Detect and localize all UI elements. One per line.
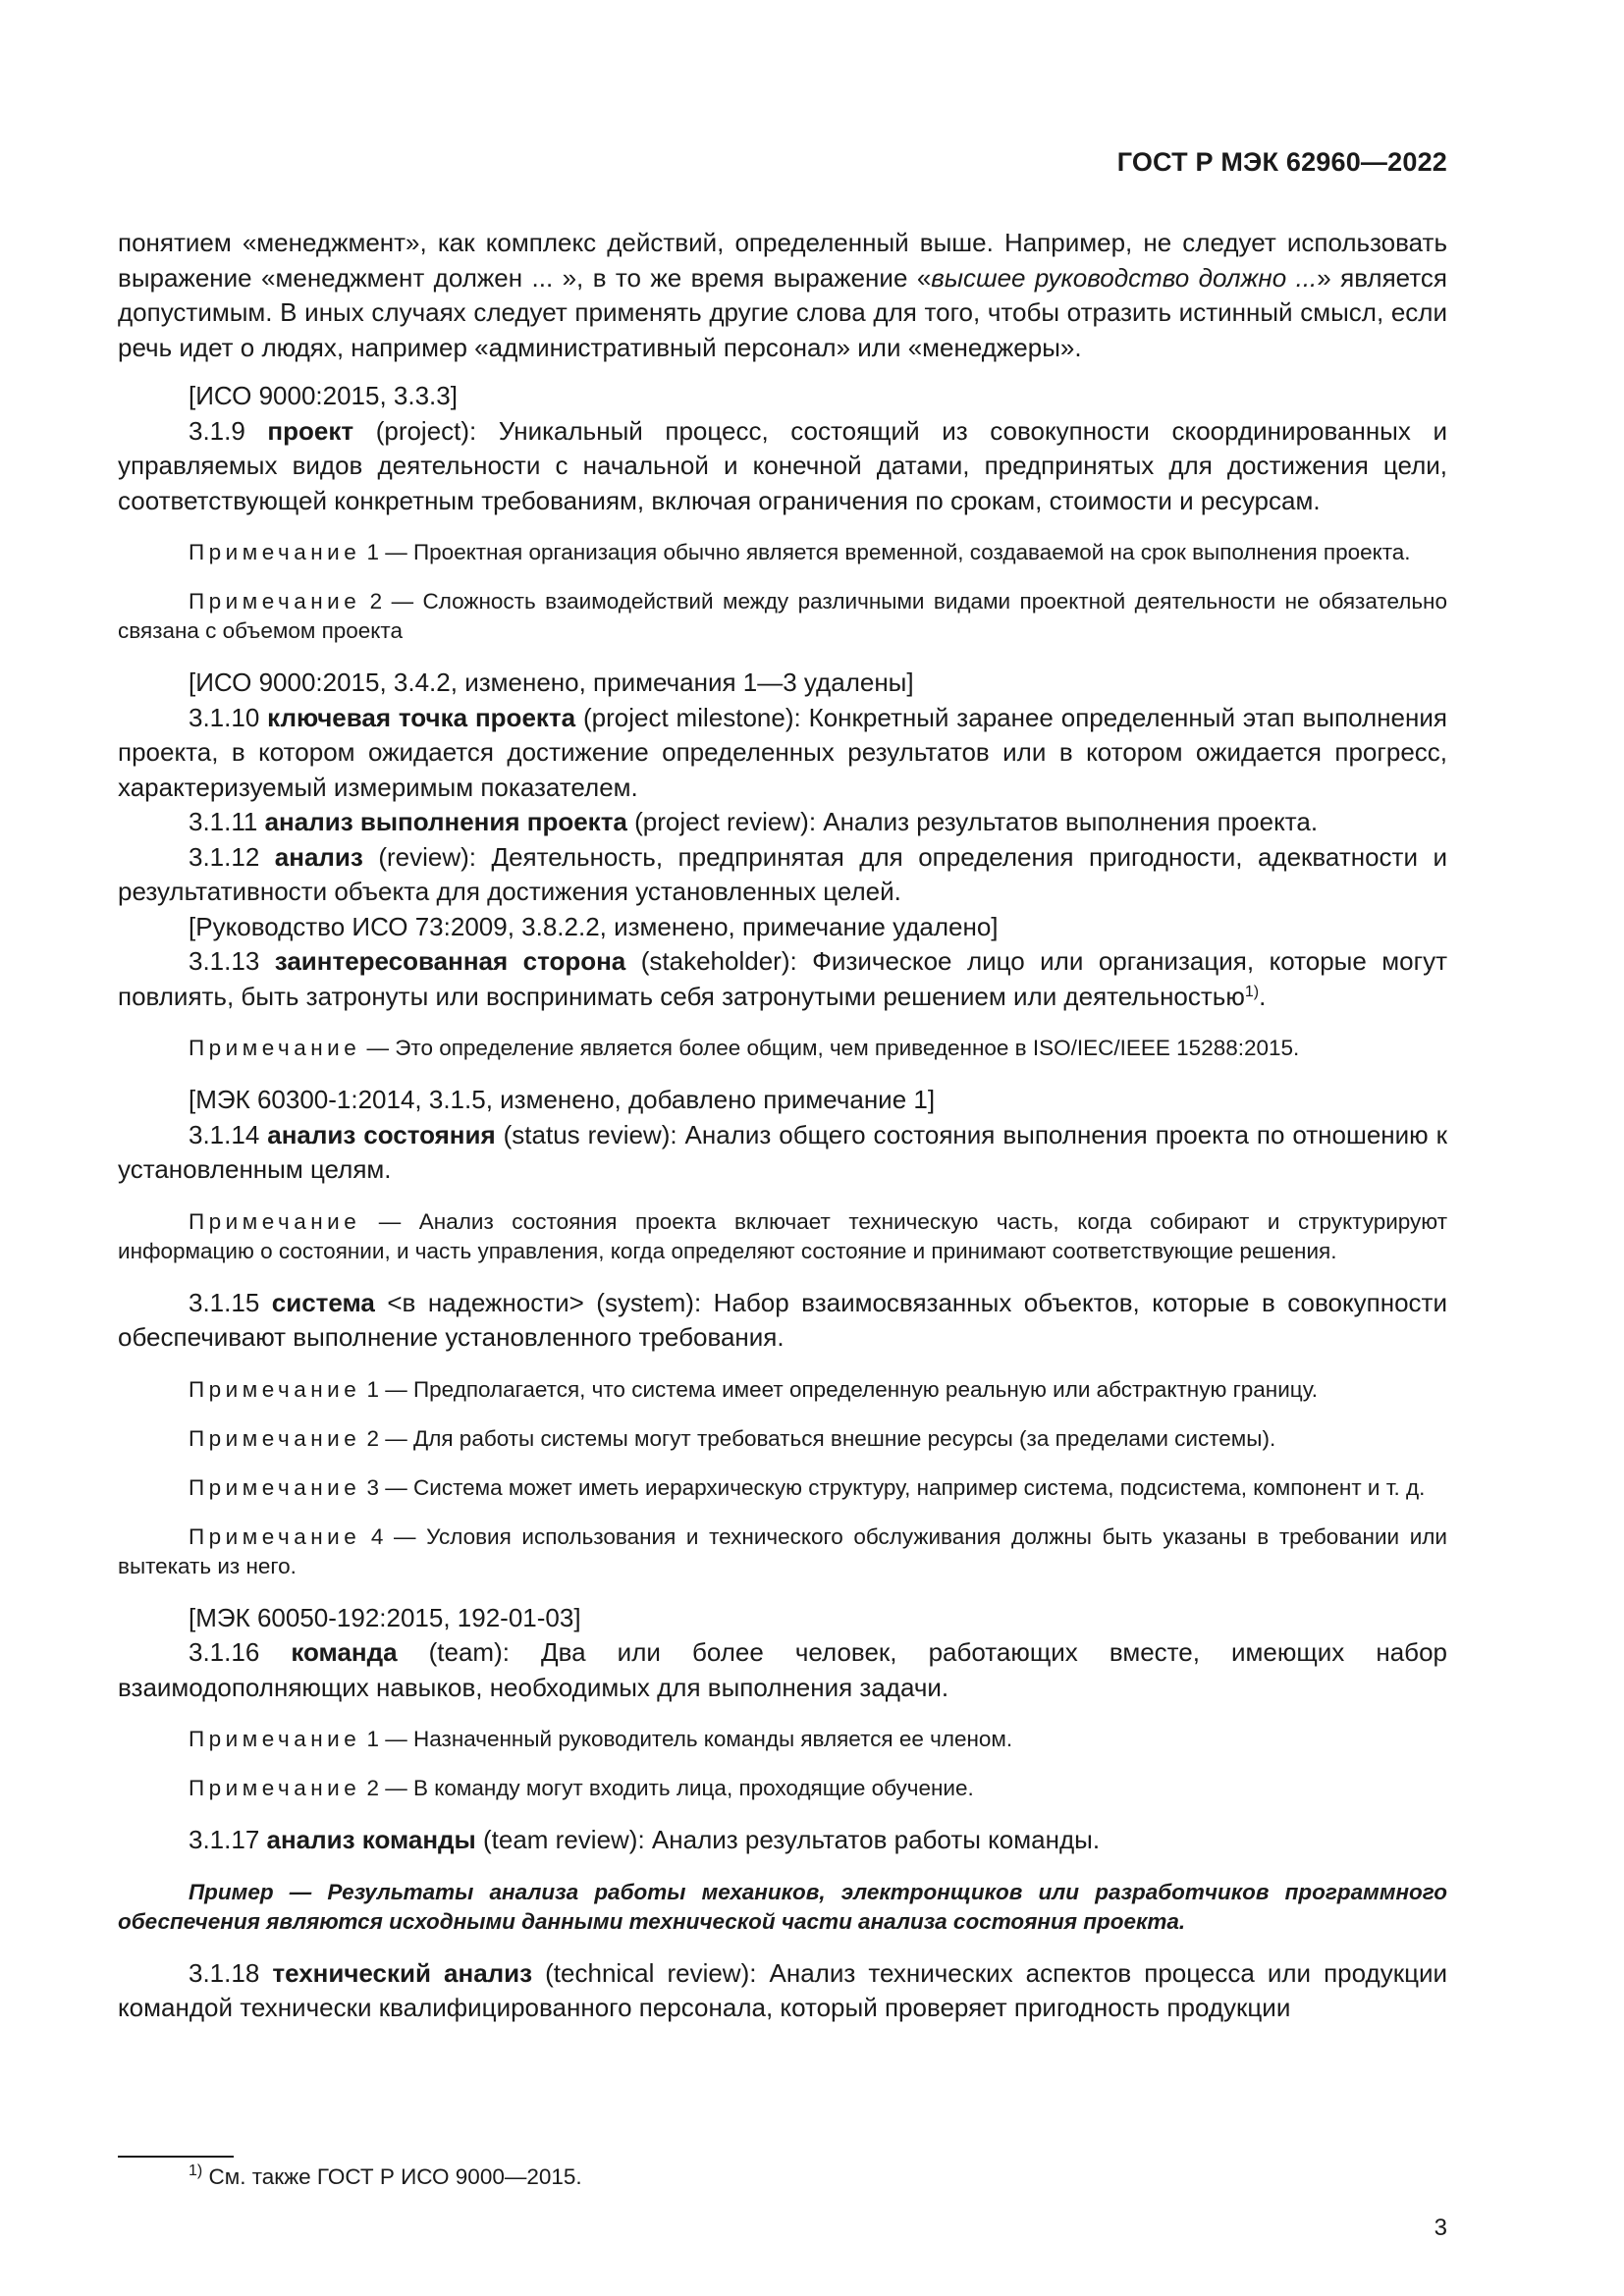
note: [118, 1774, 1447, 1803]
term-name: ключевая точка проекта: [267, 702, 576, 732]
text-run: » является допустимым. В иных случаях следует применять другие слова для того, чтобы отразить истинный смысл, если речь идет о людях, например «административный персонал» или «менеджеры».: [118, 262, 1447, 362]
note-label: Примечание: [189, 540, 361, 564]
term-number: 3.1.9: [189, 415, 268, 446]
term-number: 3.1.18: [189, 1957, 273, 1988]
term-number: 3.1.10: [189, 702, 268, 732]
term-entry-3-1-17: [118, 1823, 1447, 1858]
term-number: 3.1.12: [189, 841, 275, 872]
note: [118, 1375, 1447, 1405]
term-name: анализ выполнения проекта: [264, 807, 627, 836]
note-text: 4 — Условия использования и технического обслуживания должны быть указаны в требовании или вытекать из него.: [118, 1523, 1447, 1578]
note: [118, 1725, 1447, 1754]
note-label: Примечание: [189, 1376, 361, 1402]
note-text: 3 — Система может иметь иерархическую структуру, например система, подсистема, компонент и т. д.: [360, 1474, 1426, 1500]
note-label: Примечание: [189, 1425, 361, 1451]
term-definition: (technical review): Анализ технических аспектов процесса или продукции командой технически квалифицированного персонала, который проверяет пригодность продукции: [118, 1957, 1448, 2022]
term-number: 3.1.17: [189, 1825, 267, 1854]
text-run: .: [1259, 981, 1267, 1011]
term-number: 3.1.13: [189, 946, 275, 976]
source-reference: [МЭК 60050-192:2015, 192-01-03]: [189, 1602, 581, 1632]
source-reference: [Руководство ИСО 73:2009, 3.8.2.2, изменено, примечание удалено]: [189, 911, 999, 941]
note-text: 2 — Для работы системы могут требоваться внешние ресурсы (за пределами системы).: [360, 1425, 1276, 1451]
term-name: заинтересованная сторона: [274, 946, 626, 976]
term-name: система: [271, 1287, 375, 1317]
term-number: 3.1.11: [189, 807, 265, 836]
note-text: 1 — Назначенный руководитель команды является ее членом.: [360, 1727, 1013, 1751]
note: [118, 1034, 1447, 1063]
note-text: 2 — Сложность взаимодействий между различными видами проектной деятельности не обязательно связана с объемом проекта: [118, 589, 1447, 643]
document-page: [118, 0, 1447, 2296]
term-definition: <в надежности> (system): Набор взаимосвязанных объектов, которые в совокупности обеспечивают выполнение установленного требования.: [118, 1287, 1447, 1352]
term-definition: (project review): Анализ результатов выполнения проекта.: [626, 807, 1319, 836]
note: [118, 538, 1447, 567]
note-label: Примечание: [189, 1776, 361, 1800]
term-number: 3.1.16: [189, 1637, 292, 1667]
note-text: 1 — Предполагается, что система имеет определенную реальную или абстрактную границу.: [360, 1376, 1318, 1402]
term-number: 3.1.14: [189, 1119, 268, 1149]
footnote-separator: [118, 2156, 234, 2158]
term-definition: (status review): Анализ общего состояния выполнения проекта по отношению к установленным целям.: [118, 1119, 1447, 1184]
source-reference: [МЭК 60300-1:2014, 3.1.5, изменено, добавлено примечание 1]: [189, 1085, 936, 1114]
note: [118, 1207, 1447, 1266]
note-label: Примечание: [189, 1208, 361, 1234]
note: [118, 587, 1447, 646]
term-definition: (review): Деятельность, предпринятая для определения пригодности, адекватности и результативности объекта для достижения установленных целей.: [118, 841, 1447, 906]
term-name: анализ состояния: [267, 1119, 496, 1149]
footnote-text: См. также ГОСТ Р ИСО 9000—2015.: [202, 2164, 582, 2189]
note: [118, 1522, 1447, 1581]
note-text: — Это определение является более общим, чем приведенное в ISO/IEC/IEEE 15288:2015.: [360, 1036, 1300, 1060]
term-entry-3-1-13: [118, 944, 1447, 1014]
document-code-header: ГОСТ Р МЭК 62960—2022: [1116, 147, 1447, 177]
continuation-paragraph: [118, 226, 1447, 365]
term-entry-3-1-15: [118, 1286, 1447, 1356]
footnote-marker: 1): [189, 2163, 203, 2179]
text-run: понятием «менеджмент», как комплекс действий, определенный выше. Например, не следует использовать выражение «менеджмент должен ... », в то же время выражение «: [118, 228, 1447, 293]
note-label: Примечание: [189, 1727, 361, 1751]
note-text: 1 — Проектная организация обычно является временной, создаваемой на срок выполнения проекта.: [360, 540, 1411, 564]
term-definition: (stakeholder): Физическое лицо или организация, которые могут повлиять, быть затронуты или воспринимать себя затронутыми решением или деятельностью: [118, 946, 1447, 1011]
term-entry-3-1-9: [118, 414, 1447, 519]
note-label: Примечание: [189, 1523, 361, 1549]
note-label: Примечание: [189, 1474, 361, 1500]
page-body: [118, 226, 1447, 2026]
term-entry-3-1-16: [118, 1635, 1447, 1705]
note-label: Примечание: [189, 1036, 361, 1060]
footnote: [189, 2163, 582, 2192]
note-text: 2 — В команду могут входить лица, проходящие обучение.: [360, 1776, 974, 1800]
term-entry-3-1-18: [118, 1956, 1447, 2026]
term-definition: (team): Два или более человек, работающих вместе, имеющих набор взаимодополняющих навыков, необходимых для выполнения задачи.: [118, 1637, 1447, 1702]
note: [118, 1424, 1447, 1454]
term-definition: (project milestone): Конкретный заранее определенный этап выполнения проекта, в котором ожидается достижение определенных результатов или в котором ожидается прогресс, характеризуемый измеримым показателем.: [118, 702, 1447, 802]
footnote-marker: 1): [1244, 983, 1260, 1000]
source-reference: [ИСО 9000:2015, 3.4.2, изменено, примечания 1—3 удалены]: [189, 667, 914, 697]
source-reference: [ИСО 9000:2015, 3.3.3]: [189, 381, 458, 410]
term-name: анализ команды: [266, 1825, 476, 1854]
term-entry-3-1-11: [118, 805, 1447, 840]
note: [118, 1473, 1447, 1503]
note-text: — Анализ состояния проекта включает техническую часть, когда собирают и структурируют информацию о состоянии, и часть управления, когда определяют состояние и принимают соответствующие решения.: [118, 1208, 1447, 1263]
term-definition: (team review): Анализ результатов работы команды.: [475, 1825, 1101, 1854]
note-label: Примечание: [189, 589, 361, 614]
italic-phrase: высшее руководство должно ...: [931, 262, 1318, 293]
term-entry-3-1-12: [118, 840, 1447, 910]
term-number: 3.1.15: [189, 1287, 272, 1317]
term-name: команда: [291, 1637, 398, 1667]
term-name: технический анализ: [272, 1957, 533, 1988]
term-name: проект: [267, 415, 354, 446]
term-entry-3-1-10: [118, 701, 1447, 806]
page-number: 3: [1434, 2215, 1447, 2241]
term-name: анализ: [274, 841, 363, 872]
term-definition: (project): Уникальный процесс, состоящий из совокупности скоординированных и управляемых видов деятельности с начальной и конечной датами, предпринятых для достижения цели, соответствующей конкретным требованиям, включая ограничения по срокам, стоимости и ресурсам.: [118, 415, 1447, 515]
term-entry-3-1-14: [118, 1118, 1447, 1188]
example-paragraph: Пример — Результаты анализа работы механиков, электронщиков или разработчиков программного обеспечения являются исходными данными технической части анализа состояния проекта.: [118, 1879, 1447, 1934]
